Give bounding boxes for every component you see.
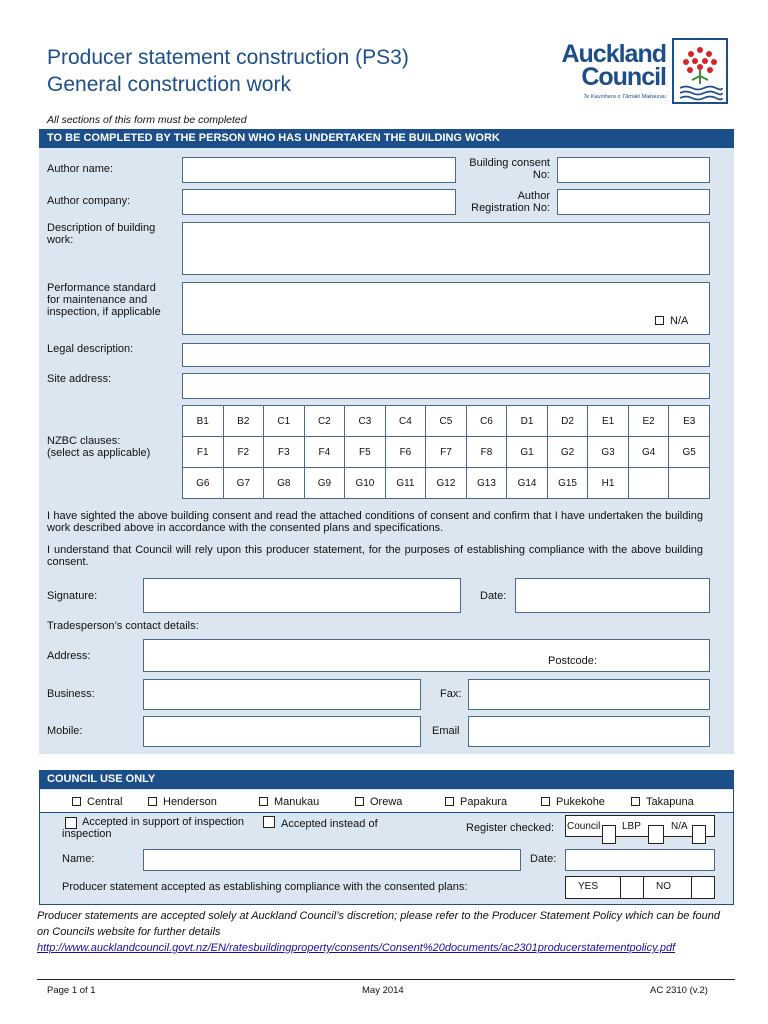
compliance-label: Producer statement accepted as establishing compliance with the consented plans: [62,881,468,893]
fax-label: Fax: [440,688,462,700]
clause-cell[interactable]: D1 [507,406,548,437]
checkbox-icon[interactable] [355,797,364,806]
office-option-manukau[interactable]: Manukau [259,796,319,808]
register-na-label: N/A [671,821,688,832]
clause-cell[interactable]: C2 [304,406,345,437]
checkbox-icon[interactable] [445,797,454,806]
clause-cell[interactable]: E2 [628,406,669,437]
nzbc-clause-grid [182,405,710,499]
council-logo-text: Auckland Council [561,40,666,91]
clause-cell[interactable] [669,468,710,499]
clause-cell[interactable]: G12 [426,468,467,499]
council-date-input[interactable] [565,849,715,871]
clause-cell[interactable]: H1 [588,468,629,499]
legal-description-input[interactable] [182,343,710,367]
register-lbp-checkbox[interactable] [648,825,664,844]
clause-cell[interactable]: G2 [547,437,588,468]
author-company-label: Author company: [47,195,131,207]
clause-cell[interactable]: G8 [264,468,305,499]
compliance-yes-label: YES [578,881,599,892]
register-checked-label: Register checked: [466,822,555,834]
na-checkbox[interactable] [655,316,664,325]
register-council-checkbox[interactable] [602,825,616,844]
checkbox-icon[interactable] [541,797,550,806]
clause-cell[interactable]: C6 [466,406,507,437]
registration-no-label: Author Registration No: [471,190,550,214]
clause-cell[interactable]: G4 [628,437,669,468]
clause-cell[interactable]: G14 [507,468,548,499]
nzbc-label: NZBC clauses: (select as applicable) [47,435,151,459]
clause-cell[interactable]: G13 [466,468,507,499]
registration-no-input[interactable] [557,189,710,215]
form-subtitle: General construction work [47,73,291,96]
pohutukawa-logo-icon [672,38,728,104]
clause-cell[interactable]: G11 [385,468,426,499]
clause-cell[interactable]: F3 [264,437,305,468]
clause-cell[interactable]: F8 [466,437,507,468]
description-input[interactable] [182,222,710,275]
clause-cell[interactable]: B1 [183,406,224,437]
page-number: Page 1 of 1 [47,985,96,996]
checkbox-icon[interactable] [631,797,640,806]
logo-tagline: Te Kaunihera o Tāmaki Makaurau [583,94,666,100]
postcode-label: Postcode: [548,655,597,667]
office-option-takapuna[interactable]: Takapuna [631,796,694,808]
council-name-input[interactable] [143,849,521,871]
clause-cell[interactable]: C4 [385,406,426,437]
register-council-label: Council [567,821,601,832]
business-label: Business: [47,688,95,700]
office-option-henderson[interactable]: Henderson [148,796,217,808]
mobile-label: Mobile: [47,725,83,737]
email-label: Email [432,725,460,737]
clause-cell[interactable]: G6 [183,468,224,499]
clause-cell[interactable]: E3 [669,406,710,437]
clause-cell[interactable]: C1 [264,406,305,437]
clause-cell[interactable]: F5 [345,437,386,468]
clause-cell[interactable]: G10 [345,468,386,499]
clause-cell[interactable]: F4 [304,437,345,468]
fax-input[interactable] [468,679,710,710]
register-na-checkbox[interactable] [692,825,706,844]
clause-cell[interactable]: G5 [669,437,710,468]
compliance-yes-checkbox[interactable] [620,876,644,899]
office-option-orewa[interactable]: Orewa [355,796,402,808]
signature-input[interactable] [143,578,461,613]
date-label: Date: [480,590,507,602]
clause-cell[interactable]: F1 [183,437,224,468]
address-label: Address: [47,650,91,662]
mobile-input[interactable] [143,716,421,747]
address-input[interactable] [143,639,710,672]
accepted-instead-option[interactable]: Accepted instead of [263,816,378,830]
contact-details-label: Tradesperson’s contact details: [47,620,199,632]
footer-divider [37,979,735,980]
author-name-input[interactable] [182,157,456,183]
council-date-label: Date: [530,853,557,865]
description-label: Description of building work: [47,222,156,246]
form-title: Producer statement construction (PS3) [47,46,409,69]
clause-cell[interactable]: D2 [547,406,588,437]
clause-cell[interactable]: G1 [507,437,548,468]
site-address-input[interactable] [182,373,710,399]
accepted-support-option[interactable]: Accepted in support of inspection [62,816,244,828]
policy-link[interactable]: http://www.aucklandcouncil.govt.nz/EN/ratesbuildingproperty/consents/Consent%20documents/ac2301producerstatementpolicy.pdf [37,942,676,954]
section-heading-council: COUNCIL USE ONLY [39,770,734,789]
clause-cell[interactable]: G3 [588,437,629,468]
clause-cell[interactable]: F2 [223,437,264,468]
consent-no-input[interactable] [557,157,710,183]
checkbox-icon[interactable] [259,797,268,806]
clause-cell[interactable]: F7 [426,437,467,468]
declaration-text-2: I understand that Council will rely upon this producer statement, for the purposes of establishing compliance with the above building consent. [47,544,703,568]
accepted-support-label-2: inspection [62,828,112,840]
completion-note: All sections of this form must be completed [47,114,247,126]
author-company-input[interactable] [182,189,456,215]
checkbox-icon[interactable] [148,797,157,806]
declaration-text-1: I have sighted the above building consent and read the attached conditions of consent and confirm that I have undertaken the building work described above in accordance with the consented plans and specifications. [47,510,703,534]
performance-na-option[interactable]: N/A [655,315,688,327]
date-input[interactable] [515,578,710,613]
office-option-papakura[interactable]: Papakura [445,796,507,808]
business-input[interactable] [143,679,421,710]
consent-no-label: Building consent No: [469,157,550,181]
email-input[interactable] [468,716,710,747]
council-name-label: Name: [62,853,95,865]
clause-cell[interactable]: C5 [426,406,467,437]
disclaimer-text: Producer statements are accepted solely at Auckland Council’s discretion; please refer to the Producer Statement Policy which can be found on Councils website for further details [37,910,720,938]
office-option-pukekohe[interactable]: Pukekohe [541,796,605,808]
form-code: AC 2310 (v.2) [650,985,708,996]
legal-description-label: Legal description: [47,343,134,355]
clause-cell[interactable]: B2 [223,406,264,437]
clause-cell[interactable]: G15 [547,468,588,499]
compliance-no-label: NO [656,881,671,892]
performance-label: Performance standard for maintenance and inspection, if applicable [47,282,161,318]
clause-cell[interactable]: G7 [223,468,264,499]
clause-cell[interactable]: E1 [588,406,629,437]
signature-label: Signature: [47,590,98,602]
checkbox-icon[interactable] [72,797,81,806]
footer-date: May 2014 [362,985,404,996]
section-heading-builder: TO BE COMPLETED BY THE PERSON WHO HAS UNDERTAKEN THE BUILDING WORK [39,129,734,148]
clause-cell[interactable]: F6 [385,437,426,468]
clause-cell[interactable] [628,468,669,499]
performance-input[interactable] [182,282,710,335]
author-name-label: Author name: [47,163,114,175]
office-option-central[interactable]: Central [72,796,122,808]
checkbox-icon[interactable] [263,816,275,828]
clause-cell[interactable]: G9 [304,468,345,499]
clause-cell[interactable]: C3 [345,406,386,437]
register-lbp-label: LBP [622,821,641,832]
compliance-no-checkbox[interactable] [691,876,715,899]
site-address-label: Site address: [47,373,112,385]
